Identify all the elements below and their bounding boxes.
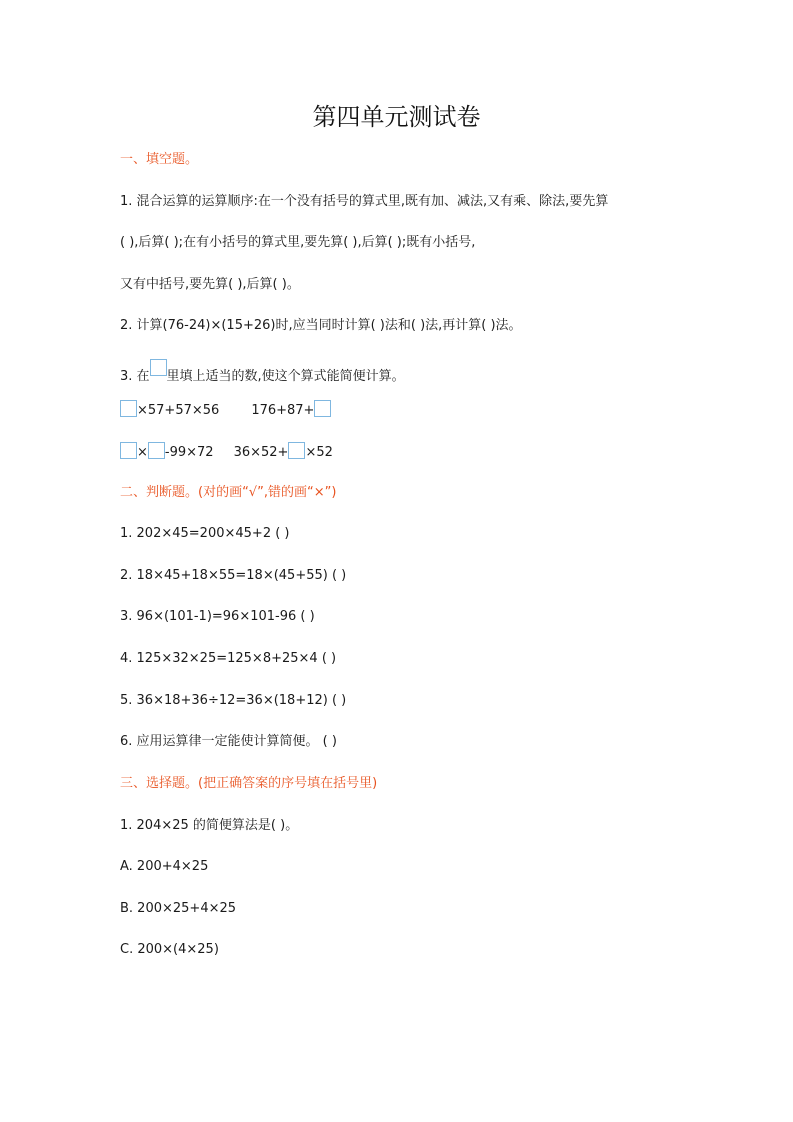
judge-item-2: 2. 18×45+18×55=18×(45+55) ( ) — [120, 568, 347, 583]
question-2: 2. 计算(76-24)×(15+26)时,应当同时计算( )法和( )法,再计算( )法。 — [120, 318, 522, 333]
question-1-line-2: ( ),后算( );在有小括号的算式里,要先算( ),后算( );既有小括号, — [120, 235, 476, 250]
choice-option-a: A. 200+4×25 — [120, 859, 209, 874]
expression-1: ×57+57×56 — [137, 403, 220, 418]
judge-item-3: 3. 96×(101-1)=96×101-96 ( ) — [120, 609, 315, 624]
question-3 — [120, 359, 405, 386]
answer-box — [120, 400, 137, 417]
section-heading-true-false: 二、判断题。(对的画“√”,错的画“×”) — [120, 485, 337, 500]
expression-4-part-1: 36×52+ — [233, 445, 289, 460]
question-3-suffix: 里填上适当的数,使这个算式能简便计算。 — [166, 369, 405, 384]
choice-question-1: 1. 204×25 的简便算法是( )。 — [120, 818, 299, 833]
section-heading-multiple-choice: 三、选择题。(把正确答案的序号填在括号里) — [120, 776, 378, 791]
judge-item-4: 4. 125×32×25=125×8+25×4 ( ) — [120, 651, 337, 666]
expression-2: 176+87+ — [251, 403, 315, 418]
expression-3-part-2: -99×72 — [164, 445, 214, 460]
page-title: 第四单元测试卷 — [312, 103, 481, 131]
answer-box — [148, 442, 165, 459]
answer-box — [314, 400, 331, 417]
expression-3-part-1: × — [137, 445, 148, 460]
question-1-line-1: 1. 混合运算的运算顺序:在一个没有括号的算式里,既有加、减法,又有乘、除法,要先算 — [120, 194, 609, 209]
judge-item-1: 1. 202×45=200×45+2 ( ) — [120, 526, 290, 541]
question-3-row-1 — [120, 400, 331, 420]
section-heading-fill-in: 一、填空题。 — [120, 152, 199, 167]
judge-item-6: 6. 应用运算律一定能使计算简便。 ( ) — [120, 734, 337, 749]
choice-option-c: C. 200×(4×25) — [120, 942, 219, 957]
question-3-row-2 — [120, 442, 333, 462]
answer-box — [288, 442, 305, 459]
answer-box — [150, 359, 167, 376]
answer-box — [120, 442, 137, 459]
expression-4-part-2: ×52 — [305, 445, 333, 460]
choice-option-b: B. 200×25+4×25 — [120, 901, 237, 916]
question-1-line-3: 又有中括号,要先算( ),后算( )。 — [120, 277, 300, 292]
question-3-prefix: 3. 在 — [120, 369, 150, 384]
judge-item-5: 5. 36×18+36÷12=36×(18+12) ( ) — [120, 693, 347, 708]
